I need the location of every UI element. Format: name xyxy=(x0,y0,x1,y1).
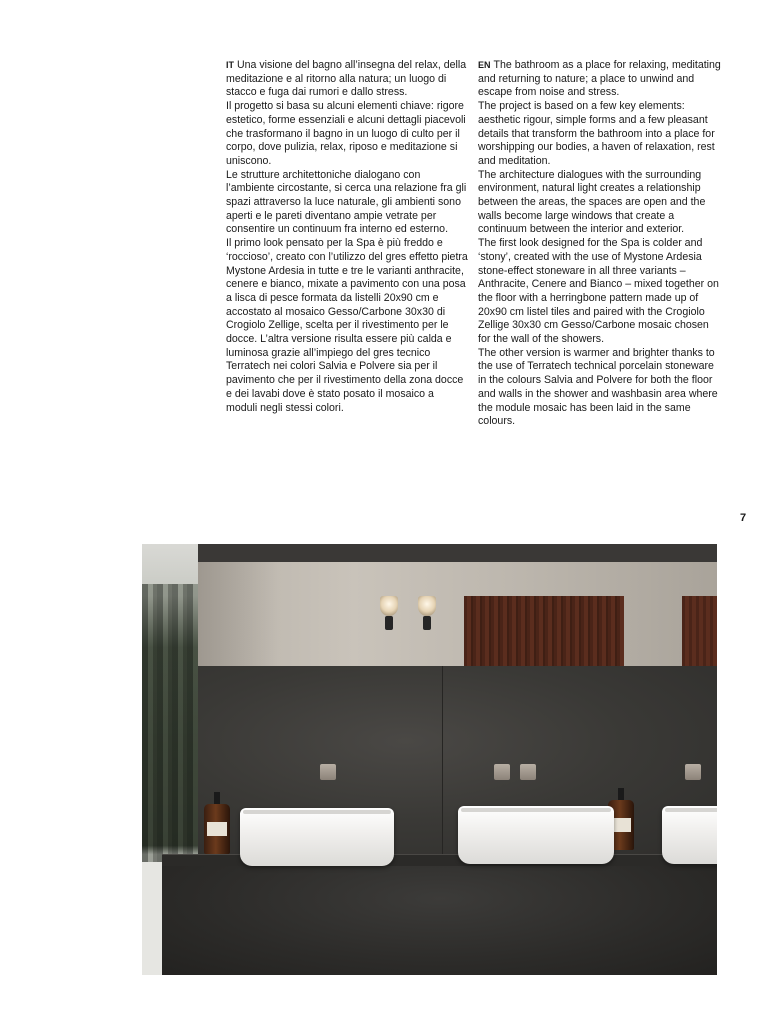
ceiling xyxy=(198,544,717,562)
wood-panel-right xyxy=(682,596,717,666)
faucet-middle-2 xyxy=(520,764,536,780)
en-paragraph-3: The architecture dialogues with the surrounding environment, natural light creates a relationship between the areas, the spaces are open and the walls become large windows that create a continuum between the interior and exterior. xyxy=(478,168,706,236)
faucet-left xyxy=(320,764,336,780)
en-paragraph-1 xyxy=(478,59,724,100)
it-paragraph-3: Le strutture architettoniche dialogano con l’ambiente circostante, si cerca una relazione fra gli spazi attraverso la luce naturale, gli ambienti sono aperti e le pareti diventano ampie vetrate per consentire un continuum fra interno ed esterno. xyxy=(226,168,467,236)
wall-seam xyxy=(442,666,443,854)
it-paragraph-2: Il progetto si basa su alcuni elementi chiave: rigore estetico, forme essenziali e alcuni dettagli piacevoli che trasformano il bagno in un luogo di culto per il corpo, dove pulizia, relax, riposo e meditazione si uniscono. xyxy=(226,100,466,167)
washbasin-right xyxy=(662,806,717,864)
it-paragraph-4: Il primo look pensato per la Spa è più freddo e ‘roccioso’, creato con l’utilizzo del gres effetto pietra Mystone Ardesia in tutte e tre le varianti anthracite, cenere e bianco, mixate a pavimento con una posa a lisca di pesce formata da listelli 20x90 cm e accostato al mosaico Gesso/Carbone 30x30 di Crogiolo Zellige, scelta per il rivestimento per le docce. L’altra versione risulta essere più calda e luminosa grazie all’impiego del gres tecnico Terratech nei colori Salvia e Polvere sia per il pavimento che per il rivestimento della zona docce e dei lavabi dove è stato posato il mosaico a moduli negli stessi colori. xyxy=(226,237,468,414)
page-number: 7 xyxy=(740,512,747,524)
english-text-column xyxy=(478,59,724,429)
forest-trees xyxy=(142,584,200,864)
faucet-right xyxy=(685,764,701,780)
it-lang-code: IT xyxy=(226,60,234,70)
bathtub-edge xyxy=(142,862,164,975)
stone-vanity xyxy=(162,866,717,975)
en-lang-code: EN xyxy=(478,60,491,70)
en-paragraph-2: The project is based on a few key elements: aesthetic rigour, simple forms and a few pleasant details that transform the bathroom into a place for worshipping our bodies, a haven of relaxation, rest and meditation. xyxy=(478,100,715,167)
wall-lamp-right xyxy=(416,596,438,630)
en-paragraph-1-text: The bathroom as a place for relaxing, meditating and returning to nature; a place to unwind and escape from noise and stress. xyxy=(478,59,721,99)
wall-shade xyxy=(198,562,278,666)
en-paragraph-4: The first look designed for the Spa is colder and ‘stony’, created with the use of Mystone Ardesia stone-effect stoneware in all three variants – Anthracite, Cenere and Bianco – mixed together on the floor with a herringbone pattern made up of 20x90 cm listel tiles and paired with the Crogiolo Zellige 30x30 cm Gesso/Carbone mosaic chosen for the wall of the showers. xyxy=(478,237,719,346)
washbasin-left xyxy=(240,808,394,866)
italian-text-column xyxy=(226,59,468,415)
wall-lamp-left xyxy=(378,596,400,630)
bathroom-photo xyxy=(142,544,717,975)
soap-bottle-left xyxy=(204,792,230,854)
it-paragraph-1 xyxy=(226,59,468,100)
en-paragraph-5: The other version is warmer and brighter thanks to the use of Terratech technical porcelain stoneware in the colours Salvia and Polvere for both the floor and walls in the shower and washbasin area where the module mosaic has been laid in the same colours. xyxy=(478,346,718,428)
washbasin-middle xyxy=(458,806,614,864)
faucet-middle xyxy=(494,764,510,780)
it-paragraph-1-text: Una visione del bagno all’insegna del relax, della meditazione e al ritorno alla natura; un luogo di stacco e fuga dai rumori e dallo stress. xyxy=(226,59,467,99)
wood-panel xyxy=(464,596,624,666)
